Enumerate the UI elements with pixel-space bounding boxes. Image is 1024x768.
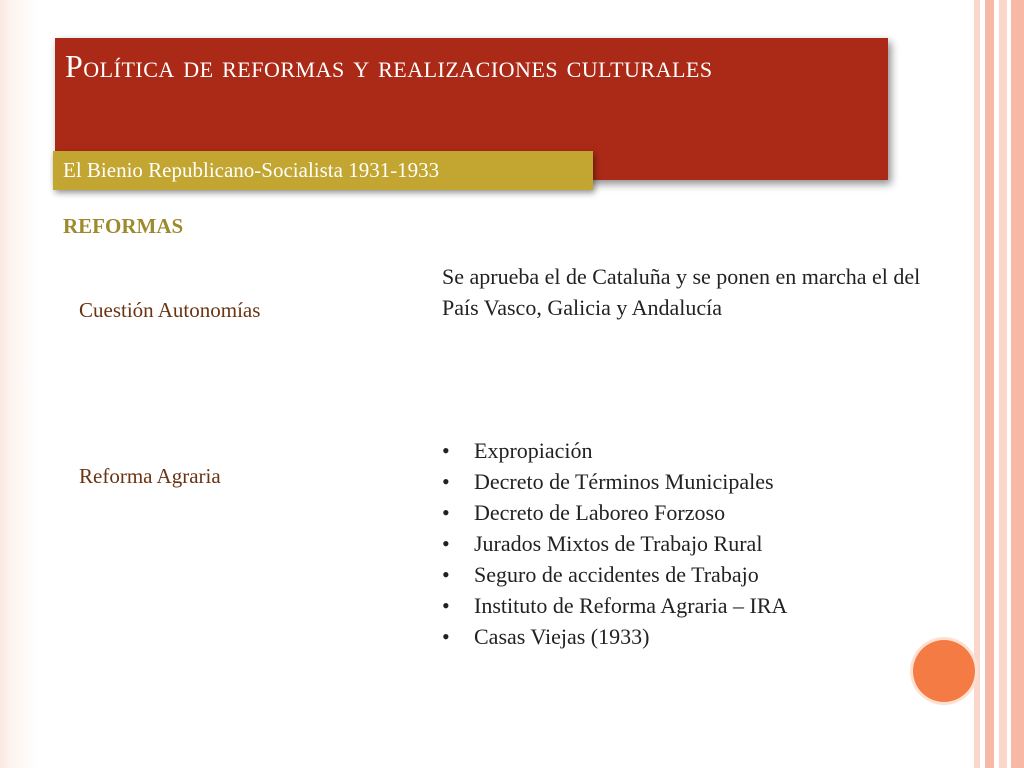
bullet-icon: • [442,562,450,587]
reforma-agraria-list [442,435,787,652]
row-label-autonomias: Cuestión Autonomías [79,298,261,322]
row-label-reforma-agraria: Reforma Agraria [79,464,221,488]
list-item-text: Seguro de accidentes de Trabajo [474,562,759,587]
bullet-icon: • [442,438,450,463]
bullet-icon: • [442,469,450,494]
decorative-circle-icon [913,640,975,702]
bullet-icon: • [442,624,450,649]
list-item [442,590,787,621]
slide-subtitle: El Bienio Republicano-Socialista 1931-1933 [53,151,593,190]
bullet-icon: • [442,531,450,556]
list-item-text: Decreto de Términos Municipales [474,469,774,494]
list-item-text: Expropiación [474,438,593,463]
bullet-icon: • [442,593,450,618]
list-item-text: Decreto de Laboreo Forzoso [474,500,726,525]
bullet-icon: • [442,500,450,525]
list-item [442,435,787,466]
list-item-text: Casas Viejas (1933) [474,624,650,649]
list-item [442,497,787,528]
list-item-text: Jurados Mixtos de Trabajo Rural [474,531,763,556]
list-item [442,559,787,590]
section-heading: REFORMAS [63,214,184,238]
decorative-stripes [974,0,1024,768]
list-item [442,621,787,652]
list-item [442,466,787,497]
list-item [442,528,787,559]
row-description-autonomias: Se aprueba el de Cataluña y se ponen en marcha el del País Vasco, Galicia y Andalucía [442,264,921,320]
list-item-text: Instituto de Reforma Agraria – IRA [474,593,788,618]
slide-title: Política de reformas y realizaciones culturales [65,48,713,84]
